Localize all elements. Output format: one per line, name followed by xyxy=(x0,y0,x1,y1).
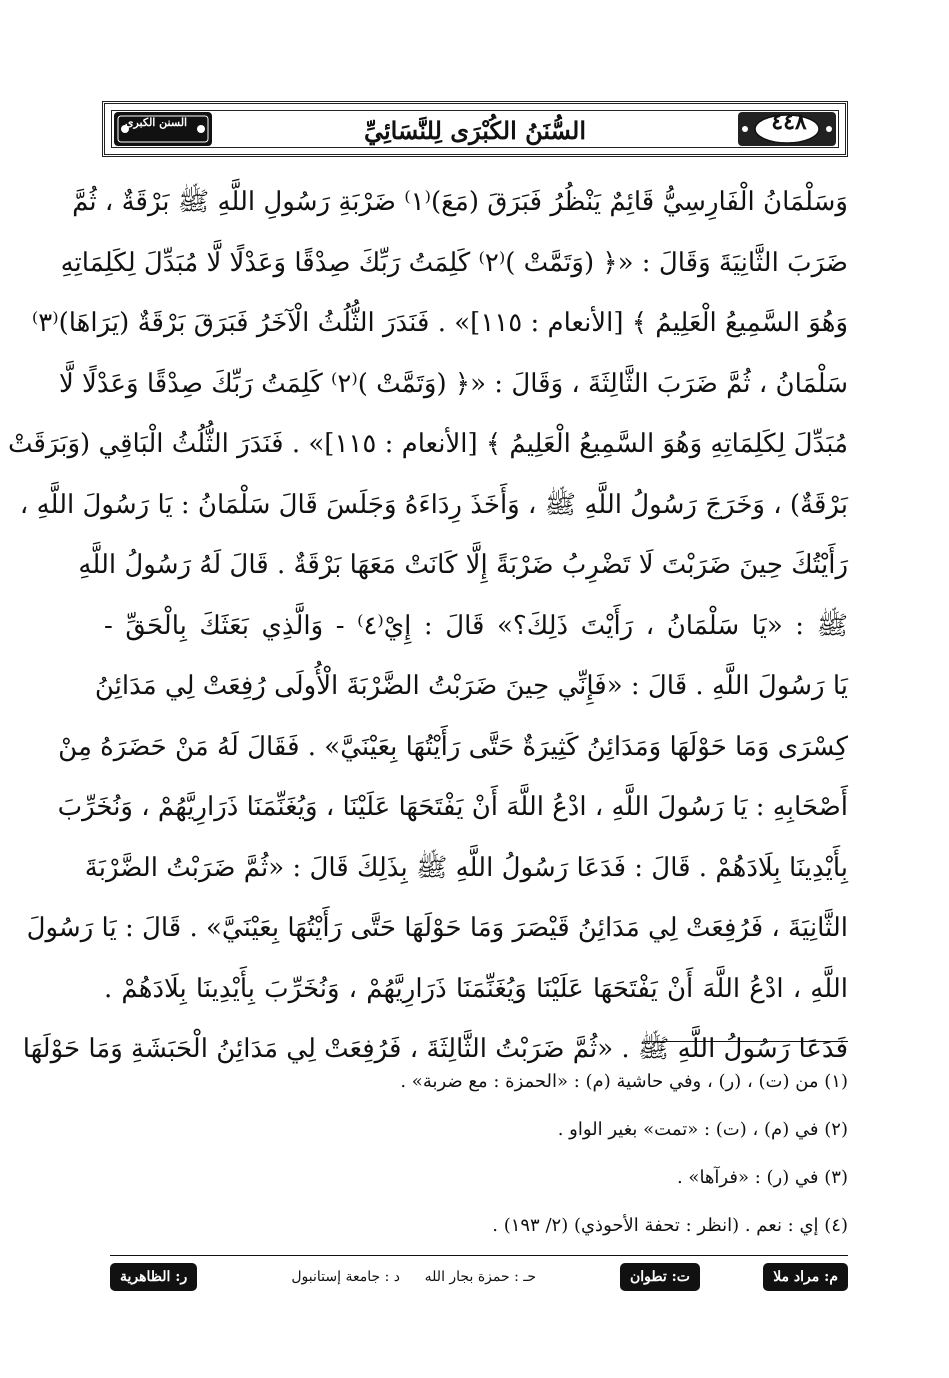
text-line: كِسْرَى وَمَا حَوْلَهَا وَمَدَائِنُ كَثِيرَةٌ حَتَّى رَأَيْتُهَا بِعَيْنَيَّ» . فَقَالَ لَهُ مَنْ حَضَرَهُ مِنْ xyxy=(58,731,848,762)
page-header xyxy=(102,101,848,157)
manuscript-sources-footer xyxy=(110,1263,848,1293)
main-text xyxy=(7,172,848,1080)
text-line: الثَّانِيَةَ ، فَرُفِعَتْ لِي مَدَائِنُ قَيْصَرَ وَمَا حَوْلَهَا حَتَّى رَأَيْتُهَا بِعَيْنَيَّ» . قَالَ : يَا رَسُولَ xyxy=(26,913,848,943)
text-line: بِأَيْدِينَا بِلَادَهُمْ . قَالَ : فَدَعَا رَسُولُ اللَّهِ ﷺ بِذَلِكَ قَالَ : «ثُمَّ ضَرَبْتُ الضَّرْبَةَ xyxy=(84,852,848,883)
text-line: رَأَيْتُكَ حِينَ ضَرَبْتَ لَا تَضْرِبُ ضَرْبَةً إِلَّا كَانَتْ مَعَهَا بَرْقَةٌ . قَالَ لَهُ رَسُولُ اللَّهِ xyxy=(78,550,848,580)
text-line: مُبَدِّلَ لِكَلِمَاتِهِ وَهُوَ السَّمِيعُ الْعَلِيمُ ﴾ [الأنعام : ١١٥]» . فَنَدَرَ الثُّلُثُ الْبَاقِي (وَبَرَقَتْ xyxy=(7,429,848,459)
text-line: فَدَعَا رَسُولُ اللَّهِ ﷺ . «ثُمَّ ضَرَبْتُ الثَّالِثَةَ ، فَرُفِعَتْ لِي مَدَائِنُ الْحَبَشَةِ وَمَا حَوْلَهَا xyxy=(22,1034,848,1064)
text-line: بَرْقَةٌ) ، وَخَرَجَ رَسُولُ اللَّهِ ﷺ ، وَأَخَذَ رِدَاءَهُ وَجَلَسَ قَالَ سَلْمَانُ : يَا رَسُولَ اللَّهِ ، xyxy=(19,489,848,520)
text-line: اللَّهِ ، ادْعُ اللَّهَ أَنْ يَفْتَحَهَا عَلَيْنَا وَيُغَنِّمَنَا ذَرَارِيَّهُمْ ، وَنُخَرِّبَ بِأَيْدِينَا بِلَادَهُمْ . xyxy=(104,973,848,1004)
manuscript-label-d: د : جامعة إستانبول xyxy=(291,1269,400,1285)
text-line: ضَرَبَ الثَّانِيَةَ وَقَالَ : «﴿ (وَتَمَّتْ )⁽٢⁾ كَلِمَتُ رَبِّكَ صِدْقًا وَعَدْلًا لَّا مُبَدِّلَ لِكَلِمَاتِهِ xyxy=(60,247,848,278)
manuscript-label-t: ت: تطوان xyxy=(620,1263,700,1291)
footnote-separator xyxy=(645,1041,848,1042)
text-line: ﷺ : «يَا سَلْمَانُ ، رَأَيْتَ ذَلِكَ؟» قَالَ : إِيْ⁽٤⁾ - وَالَّذِي بَعَثَكَ بِالْحَقِّ - xyxy=(104,610,848,641)
footer-separator xyxy=(110,1255,848,1256)
book-logo-text: السنن الكبرى xyxy=(124,115,188,129)
footnote: (١) من (ت) ، (ر) ، وفي حاشية (م) : «الحمزة : مع ضربة» . xyxy=(400,1071,848,1092)
text-line: وَسَلْمَانُ الْفَارِسِيُّ قَائِمٌ يَنْظُرُ فَبَرَقَ (مَعَ)⁽١⁾ ضَرْبَةِ رَسُولِ اللَّهِ ﷺ بَرْقَةٌ ، ثُمَّ xyxy=(72,187,848,217)
text-line: وَهُوَ السَّمِيعُ الْعَلِيمُ ﴾ [الأنعام : ١١٥]» . فَنَدَرَ الثُّلُثُ الْآخَرُ فَبَرَقَ بَرْقَةٌ (يَرَاهَا)⁽٣⁾ xyxy=(31,308,848,338)
manuscript-label-m: م: مراد ملا xyxy=(763,1263,848,1291)
text-line: يَا رَسُولَ اللَّهِ . قَالَ : «فَإِنِّي حِينَ ضَرَبْتُ الضَّرْبَةَ الْأُولَى رُفِعَتْ لِي مَدَائِنُ xyxy=(94,671,848,701)
page-number: ٤٤٨ xyxy=(771,109,807,135)
text-line: أَصْحَابِهِ : يَا رَسُولَ اللَّهِ ، ادْعُ اللَّهَ أَنْ يَفْتَحَهَا عَلَيْنَا ، وَيُغَنِّمَنَا ذَرَارِيَّهُمْ ، وَنُخَرِّبَ xyxy=(57,792,848,822)
footnote: (٣) في (ر) : «فرآها» . xyxy=(676,1167,848,1188)
footnote: (٤) إي : نعم . (انظر : تحفة الأحوذي) (٢/ ١٩٣) . xyxy=(492,1215,848,1236)
footnote: (٢) في (م) ، (ت) : «تمت» بغير الواو . xyxy=(557,1119,848,1140)
text-line: سَلْمَانُ ، ثُمَّ ضَرَبَ الثَّالِثَةَ ، وَقَالَ : «﴿ (وَتَمَّتْ )⁽٢⁾ كَلِمَتُ رَبِّكَ صِدْقًا وَعَدْلًا لَّا xyxy=(58,368,848,399)
manuscript-label-r: ر: الظاهرية xyxy=(110,1263,197,1291)
book-title: السُّنَنُ الكُبْرَى لِلنَّسَائِيِّ xyxy=(363,115,587,145)
footnotes xyxy=(104,1062,848,1254)
manuscript-label-h: حـ : حمزة بجار الله xyxy=(424,1269,536,1285)
